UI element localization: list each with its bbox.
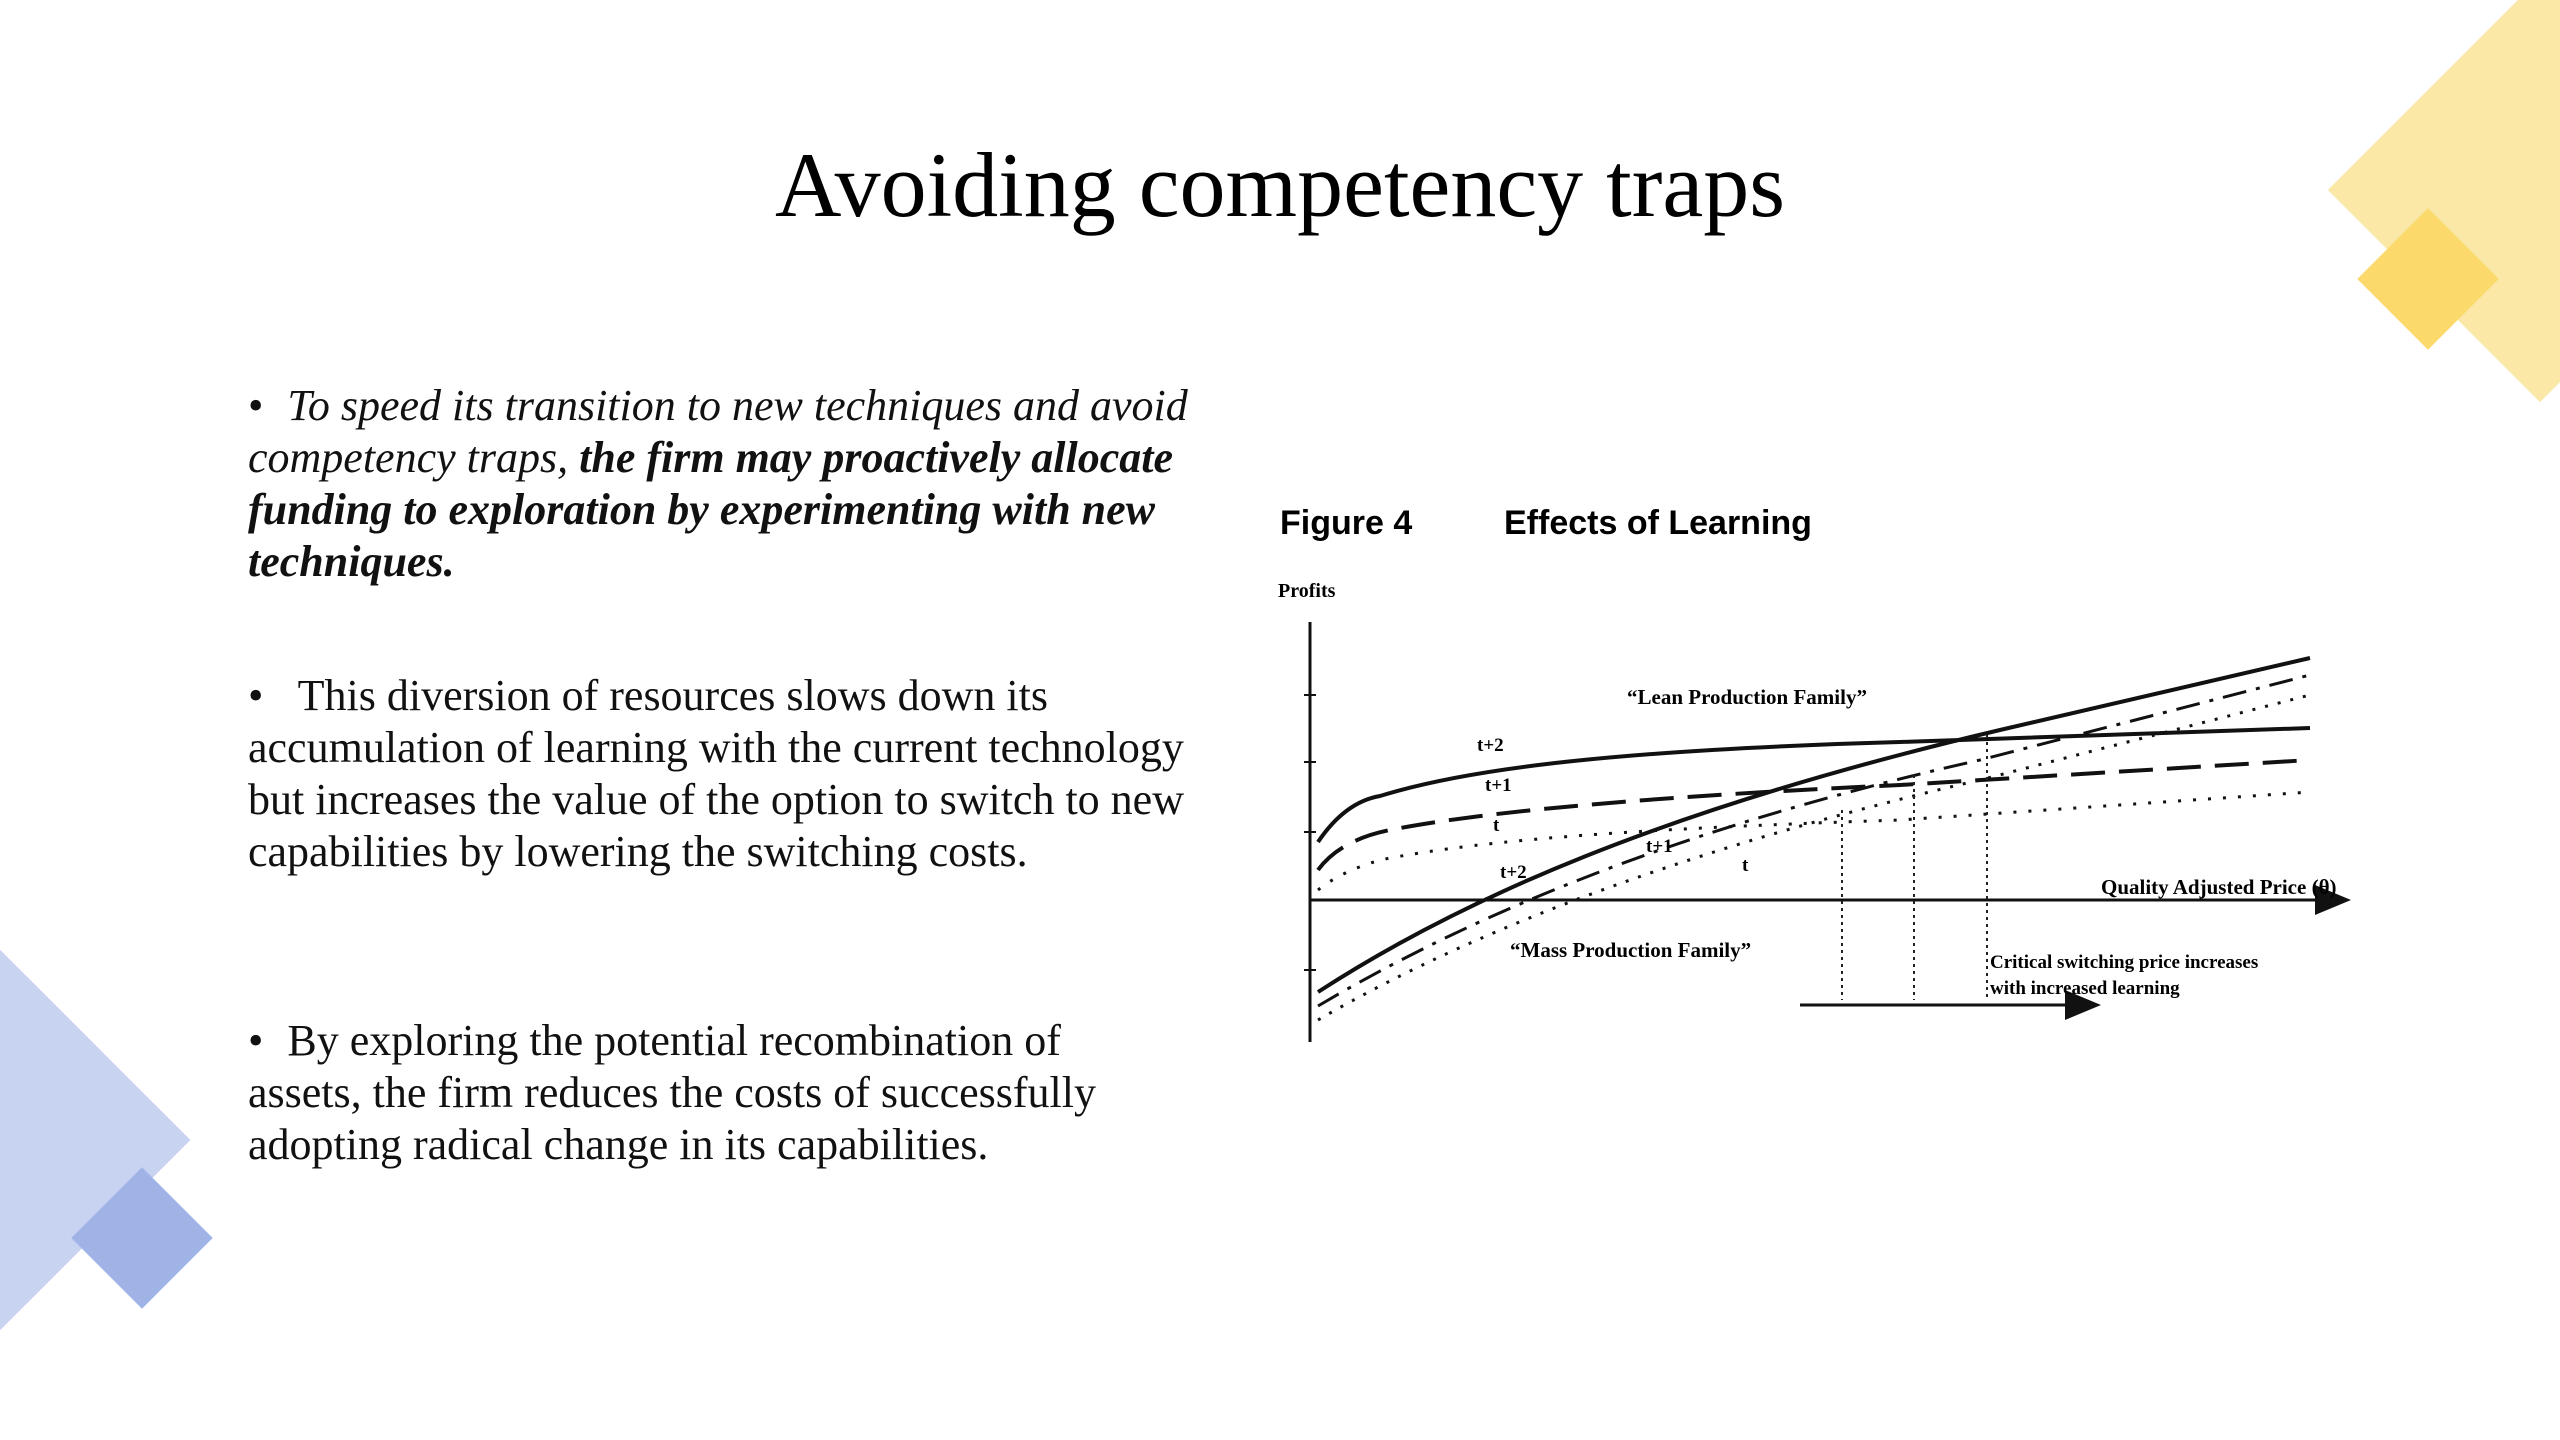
bullet-item-2: [248, 670, 1188, 878]
switching-note-line-1: Critical switching price increases: [1990, 952, 2259, 973]
bullet-1-italic-text: To speed its transition to new techniques and avoid competency traps,: [248, 381, 1188, 482]
mass-label-t: t: [1742, 855, 1749, 876]
x-axis-label: Quality Adjusted Price (θ): [2101, 875, 2337, 899]
lean-family-label: “Lean Production Family”: [1627, 685, 1867, 709]
bullet-marker: •: [248, 671, 264, 720]
bullet-2-text: This diversion of resources slows down its accumulation of learning with the current technology but increases the value of the option to switch to new capabilities by lowering the switching costs.: [248, 671, 1184, 876]
lean-label-t-plus-1: t+1: [1485, 775, 1512, 796]
figure-title: Effects of Learning: [1504, 504, 1812, 542]
lean-label-t: t: [1493, 815, 1500, 836]
bullet-marker: •: [248, 1016, 264, 1065]
bullet-item-3: [248, 1015, 1148, 1171]
mass-label-t-plus-2: t+2: [1500, 862, 1527, 883]
bullet-item-1: [248, 380, 1188, 588]
mass-label-t-plus-1: t+1: [1646, 836, 1673, 857]
figure-label: Figure 4: [1280, 504, 1413, 542]
lean-label-t-plus-2: t+2: [1477, 735, 1504, 756]
switching-note-line-2: with increased learning: [1990, 978, 2180, 999]
bullet-3-text: By exploring the potential recombination of assets, the firm reduces the costs of successfully adopting radical change in its capabilities.: [248, 1016, 1096, 1169]
bullet-marker: •: [248, 381, 264, 430]
y-axis-label: Profits: [1278, 580, 1336, 602]
effects-of-learning-figure: [1260, 480, 2390, 1060]
lean-curve-t-plus-2: [1318, 728, 2310, 842]
bullet-1-bold-text: the firm may proactively allocate funding to exploration by experimenting with new techniques.: [248, 433, 1173, 586]
slide-title: Avoiding competency traps: [774, 134, 1786, 236]
decor-blue-diamond: [0, 900, 190, 1381]
mass-family-label: “Mass Production Family”: [1510, 938, 1752, 962]
